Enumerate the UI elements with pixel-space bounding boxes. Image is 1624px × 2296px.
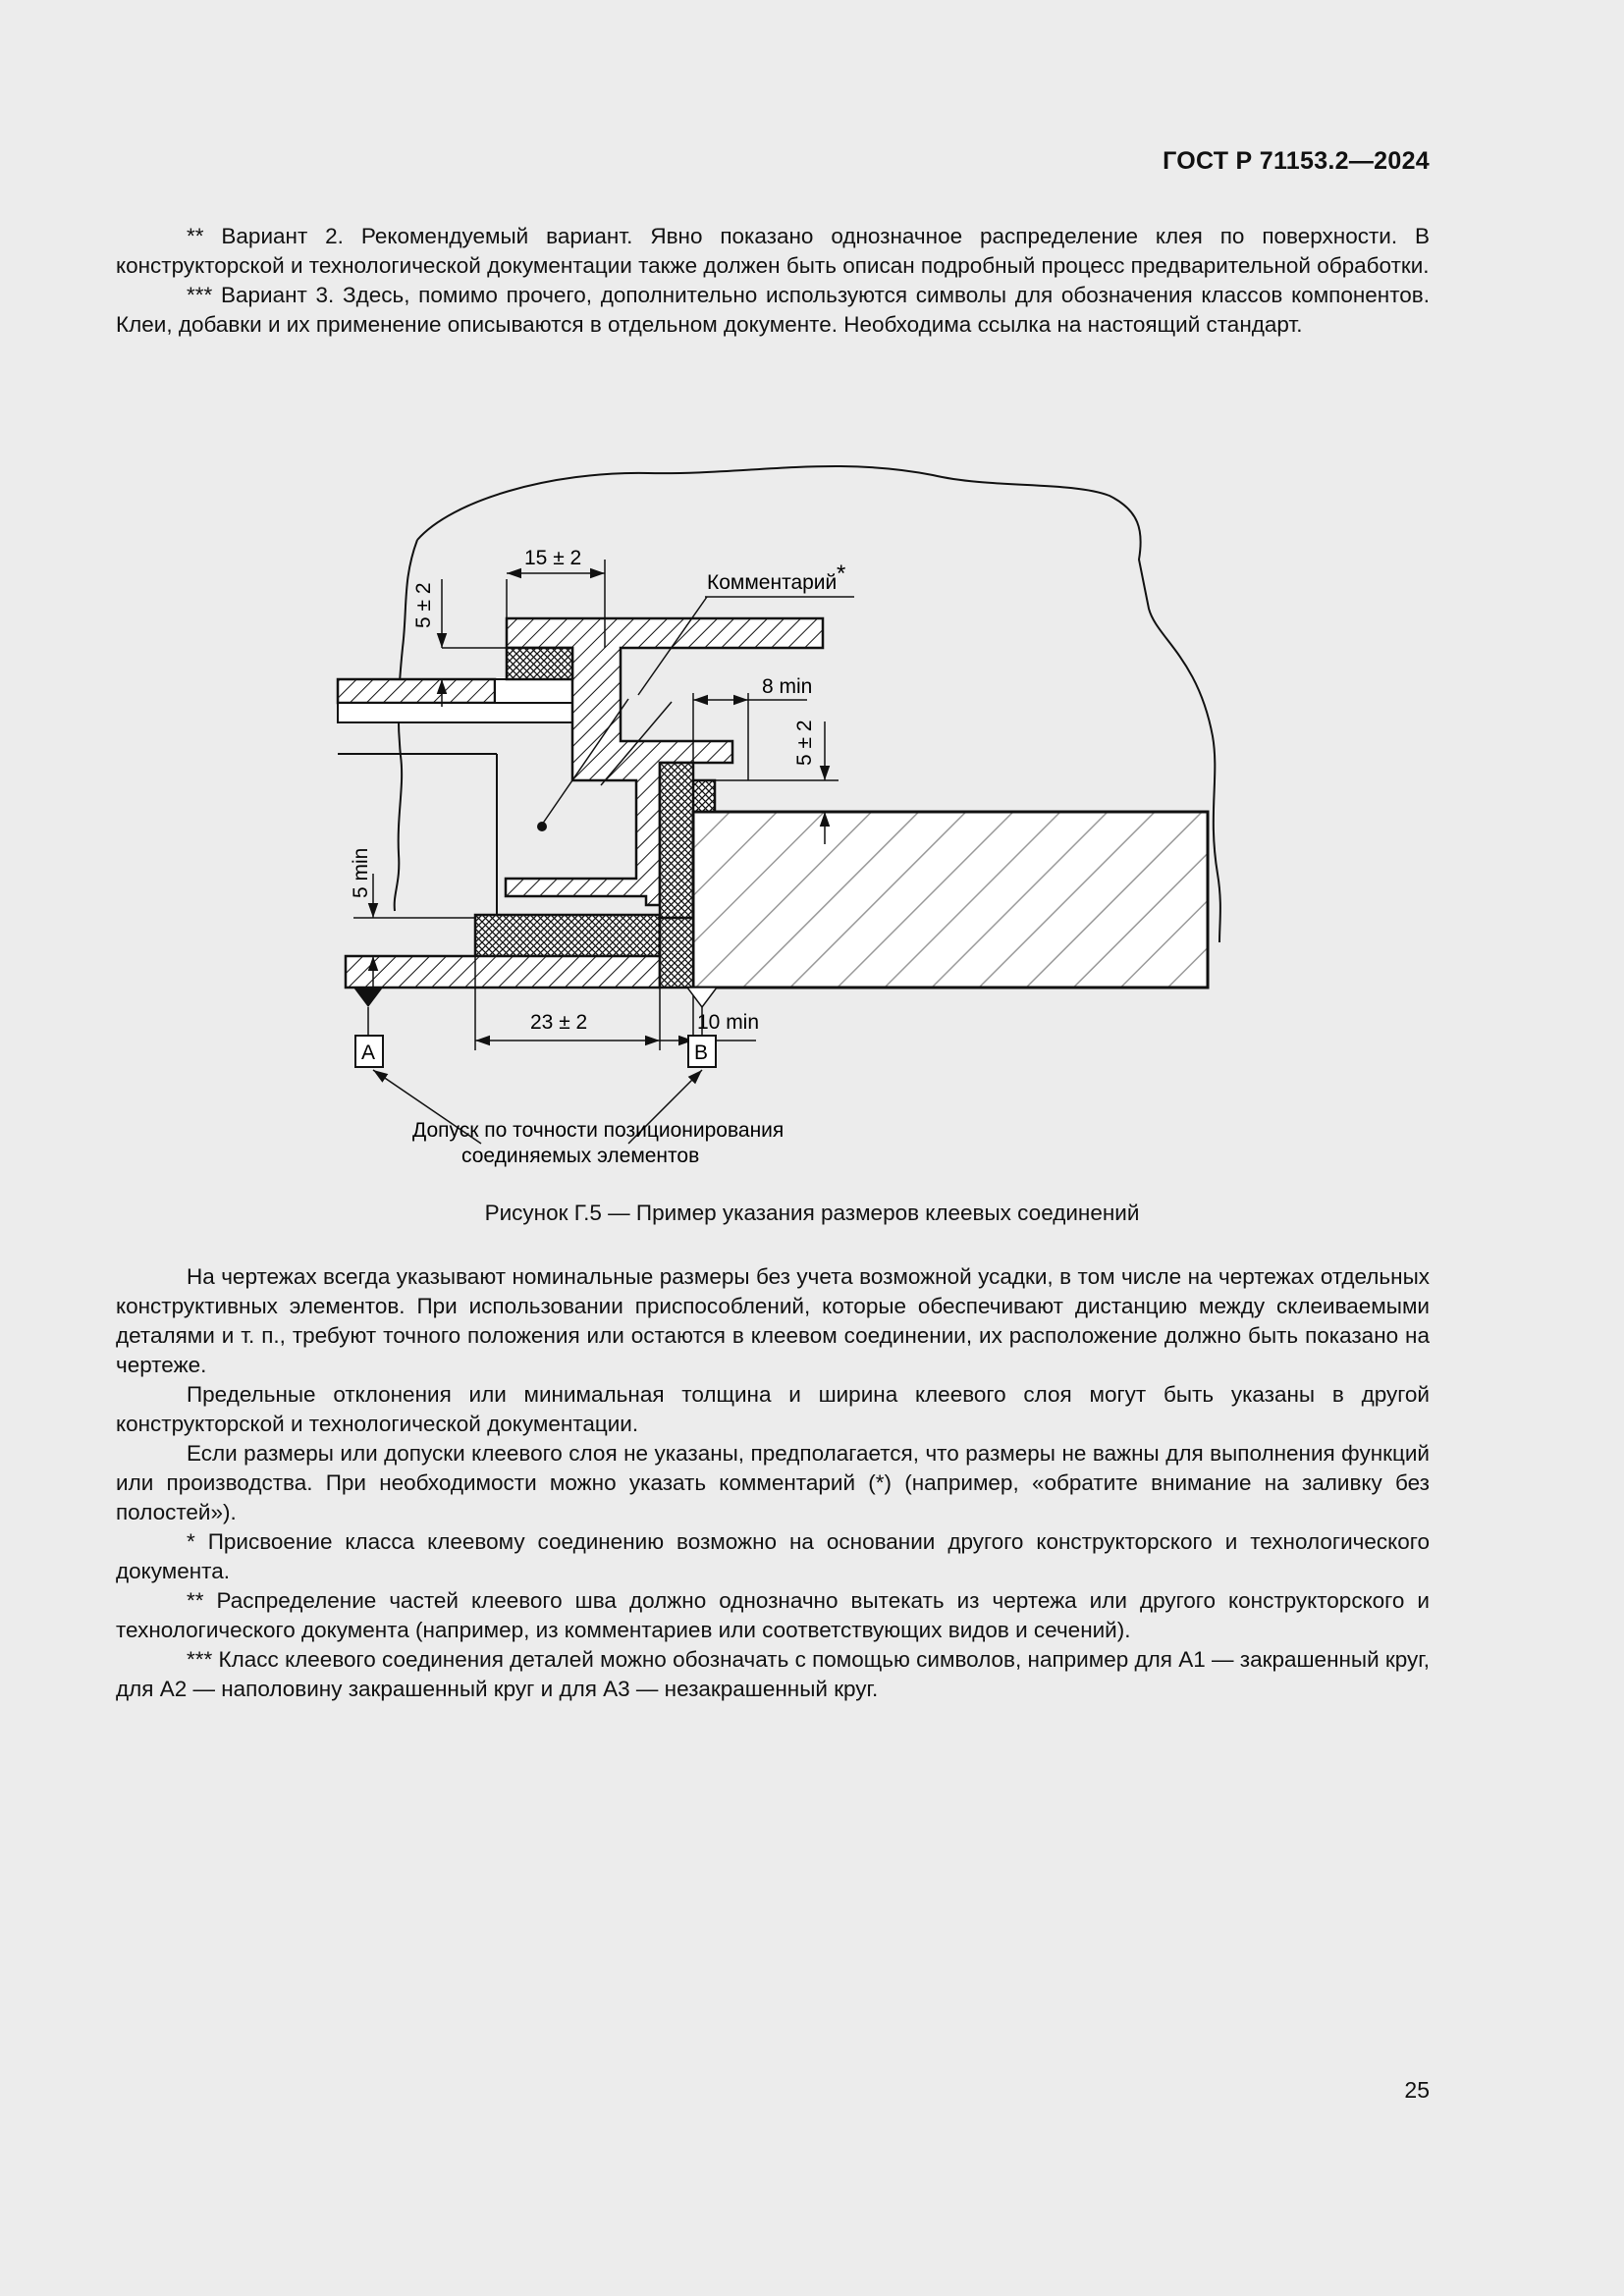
comment-label: Комментарий xyxy=(707,571,838,594)
dim-10: 10 min xyxy=(697,1011,760,1034)
dim-15: 15 ± 2 xyxy=(524,547,582,569)
document-standard-number: ГОСТ Р 71153.2—2024 xyxy=(1163,147,1430,175)
top-plate-lower xyxy=(338,703,583,722)
paragraph-unspecified-dimensions: Если размеры или допуски клеевого слоя не указаны, предполагается, что размеры не важны для выполнения функций или производства. При необходимости можно указать комментарий (*) (например, «обратите внимание на заливку без полостей»). xyxy=(116,1441,1430,1524)
adhesive-joint-drawing xyxy=(324,461,1237,1188)
top-plate xyxy=(338,679,495,703)
adhesive-top xyxy=(507,648,572,679)
paragraph-variant-3: *** Вариант 3. Здесь, помимо прочего, дополнительно используются символы для обозначения классов компонентов. Клеи, добавки и их применение описываются в отдельном документе. Необходима ссылка на настоящий стандарт. xyxy=(116,283,1430,337)
datum-b-triangle xyxy=(687,988,717,1007)
dim-5-min: 5 min xyxy=(350,847,372,898)
datum-a: A xyxy=(361,1041,376,1064)
tolerance-label-line2: соединяемых элементов xyxy=(461,1145,700,1167)
right-block xyxy=(693,812,1208,988)
datum-b: B xyxy=(694,1041,709,1064)
paragraph-nominal-dimensions: На чертежах всегда указывают номинальные размеры без учета возможной усадки, в том числе на чертежах отдельных конструктивных элементов. При использовании приспособлений, которые обеспечивают дистанцию между склеиваемыми деталями и т. п., требуют точного положения или остаются в клеевом соединении, их расположение должно быть показано на чертеже. xyxy=(116,1264,1430,1377)
adhesive-bottom xyxy=(475,915,660,956)
top-paragraphs xyxy=(116,222,1430,340)
top-plate-continuation xyxy=(495,679,583,703)
paragraph-variant-2: ** Вариант 2. Рекомендуемый вариант. Явно показано однозначное распределение клея по поверхности. В конструкторской и технологической документации также должен быть описан подробный процесс предварительной обработки. xyxy=(116,224,1430,278)
dim-8: 8 min xyxy=(762,675,813,698)
paragraph-limit-deviations: Предельные отклонения или минимальная толщина и ширина клеевого слоя могут быть указаны в другой конструкторской и технологической документации. xyxy=(116,1382,1430,1436)
comment-asterisk: * xyxy=(837,561,846,587)
dim-5-right: 5 ± 2 xyxy=(793,720,816,766)
figure-caption: Рисунок Г.5 — Пример указания размеров клеевых соединений xyxy=(484,1201,1140,1225)
footnote-class-assignment: * Присвоение класса клеевому соединению возможно на основании другого конструкторского и технологического документа. xyxy=(116,1529,1430,1583)
dim-23: 23 ± 2 xyxy=(530,1011,588,1034)
body-paragraphs xyxy=(116,1262,1430,1704)
footnote-class-symbols: *** Класс клеевого соединения деталей можно обозначать с помощью символов, например для А1 — закрашенный круг, для А2 — наполовину закрашенный круг и для А3 — незакрашенный круг. xyxy=(116,1647,1430,1701)
datum-a-triangle xyxy=(353,988,383,1007)
tolerance-label-line1: Допуск по точности позиционирования xyxy=(412,1119,785,1142)
bottom-joint xyxy=(660,918,693,988)
dim-5-top: 5 ± 2 xyxy=(412,582,435,628)
bottom-plate xyxy=(346,956,660,988)
page-number: 25 xyxy=(1404,2077,1430,2103)
footnote-distribution: ** Распределение частей клеевого шва должно однозначно вытекать из чертежа или другого конструкторского и технологического документа (например, из комментариев или соответствующих видов и сечений). xyxy=(116,1588,1430,1642)
comment-dot xyxy=(537,822,547,831)
